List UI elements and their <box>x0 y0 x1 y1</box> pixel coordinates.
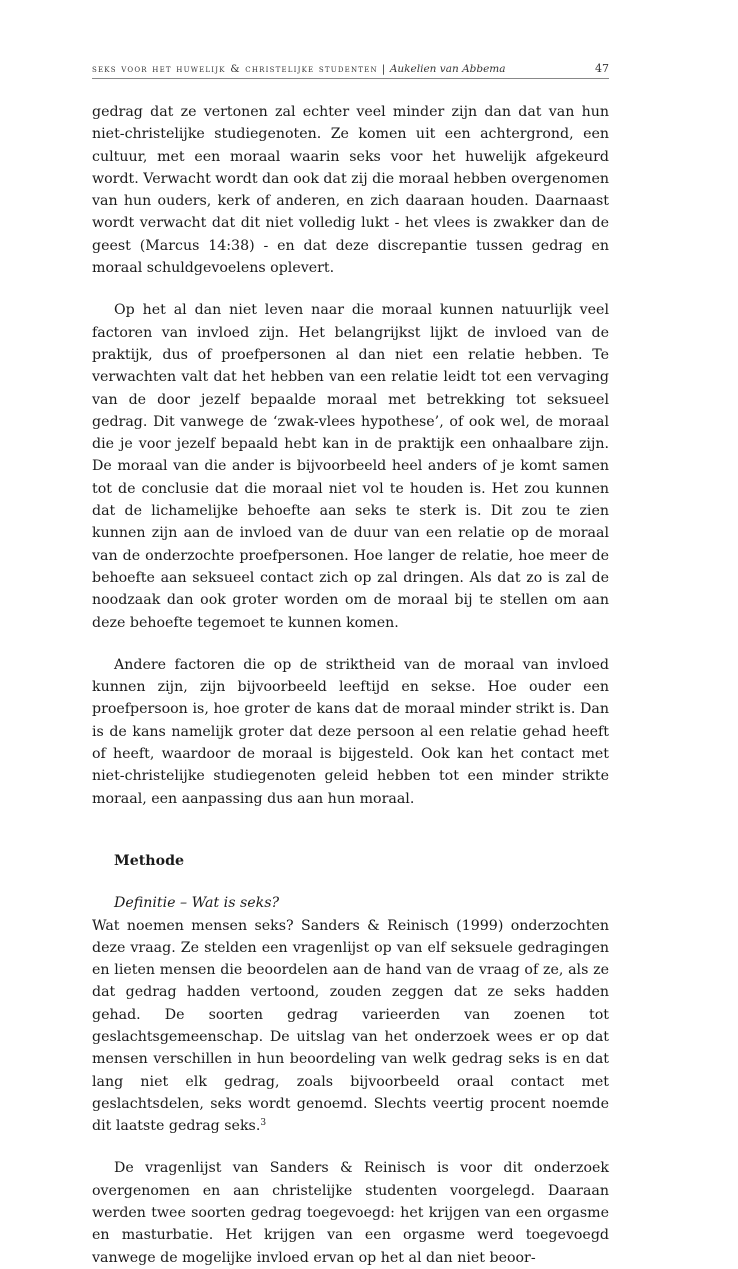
running-header <box>92 62 609 79</box>
page-number: 47 <box>595 62 609 75</box>
running-header-text <box>92 63 506 75</box>
running-title: seks voor het huwelijk & christelijke studenten <box>92 63 378 75</box>
paragraph-1: gedrag dat ze vertonen zal echter veel minder zijn dan dat van hun niet-christelijke studiegenoten. Ze komen uit een achtergrond, een cultuur, met een moraal waarin seks voor het huwelijk afgekeurd wordt. Verwacht wordt dan ook dat zij die moraal hebben overgenomen van hun ouders, kerk of anderen, en zich daaraan houden. Daarnaast wordt verwacht dat dit niet volledig lukt - het vlees is zwakker dan de geest (Marcus 14:38) - en dat deze discrepantie tussen gedrag en moraal schuldgevoelens oplevert. <box>92 104 609 277</box>
paragraph-4 <box>92 915 609 1138</box>
paragraph-4-text: Wat noemen mensen seks? Sanders & Reinisch (1999) onderzochten deze vraag. Ze stelden een vragenlijst op van elf seksuele gedragingen en lieten mensen die beoordelen aan de hand van de vraag of ze, als ze dat gedrag hadden vertoond, zouden zeggen dat ze seks hadden gehad. De soorten gedrag varieerden van zoenen tot geslachtsgemeenschap. De uitslag van het onderzoek wees er op dat mensen verschillen in hun beoordeling van welk gedrag seks is en dat lang niet elk gedrag, zoals bijvoorbeeld oraal contact met geslachtsdelen, seks wordt genoemd. Slechts veertig procent noemde dit laatste gedrag seks. <box>92 917 609 1135</box>
page-body <box>92 101 609 1269</box>
paragraph-2: Op het al dan niet leven naar die moraal kunnen natuurlijk veel factoren van invloed zijn. Het belangrijkst lijkt de invloed van de praktijk, dus of proefpersonen al dan niet een relatie hebben. Te verwachten valt dat het hebben van een relatie leidt tot een vervaging van de door jezelf bepaalde moraal met betrekking tot seksueel gedrag. Dit vanwege de ‘zwak-vlees hypothese’, of ook wel, de moraal die je voor jezelf bepaald hebt kan in de praktijk een onhaalbare zijn. De moraal van die ander is bijvoorbeeld heel anders of je komt samen tot de conclusie dat die moraal niet vol te houden is. Het zou kunnen dat de lichamelijke behoefte aan seks te sterk is. Dit zou te zien kunnen zijn aan de invloed van de duur van een relatie op de moraal van de onderzochte proefpersonen. Hoe langer de relatie, hoe meer de behoefte aan seksueel contact zich op zal dringen. Als dat zo is zal de noodzaak dan ook groter worden om de moraal bij te stellen om aan deze behoefte tegemoet te kunnen komen. <box>92 302 609 631</box>
subsection-heading: Definitie – Wat is seks? <box>114 895 280 912</box>
header-author: Aukelien van Abbema <box>389 63 506 75</box>
header-separator: | <box>381 63 386 75</box>
paragraph-5: De vragenlijst van Sanders & Reinisch is voor dit onderzoek overgenomen en aan christelijke studenten voorgelegd. Daaraan werden twee soorten gedrag toegevoegd: het krijgen van een orgasme en masturbatie. Het krijgen van een orgasme werd toegevoegd vanwege de mogelijke invloed ervan op het al dan niet beoor- <box>92 1160 609 1266</box>
footnote-reference[interactable]: 3 <box>260 1118 267 1129</box>
section-heading: Methode <box>114 852 185 869</box>
paragraph-3: Andere factoren die op de striktheid van de moraal van invloed kunnen zijn, zijn bijvoorbeeld leeftijd en sekse. Hoe ouder een proefpersoon is, hoe groter de kans dat de moraal minder strikt is. Dan is de kans namelijk groter dat deze persoon al een relatie gehad heeft of heeft, waardoor de moraal is bijgesteld. Ook kan het contact met niet-christelijke studiegenoten geleid hebben tot een minder strikte moraal, een aanpassing dus aan hun moraal. <box>92 656 609 807</box>
